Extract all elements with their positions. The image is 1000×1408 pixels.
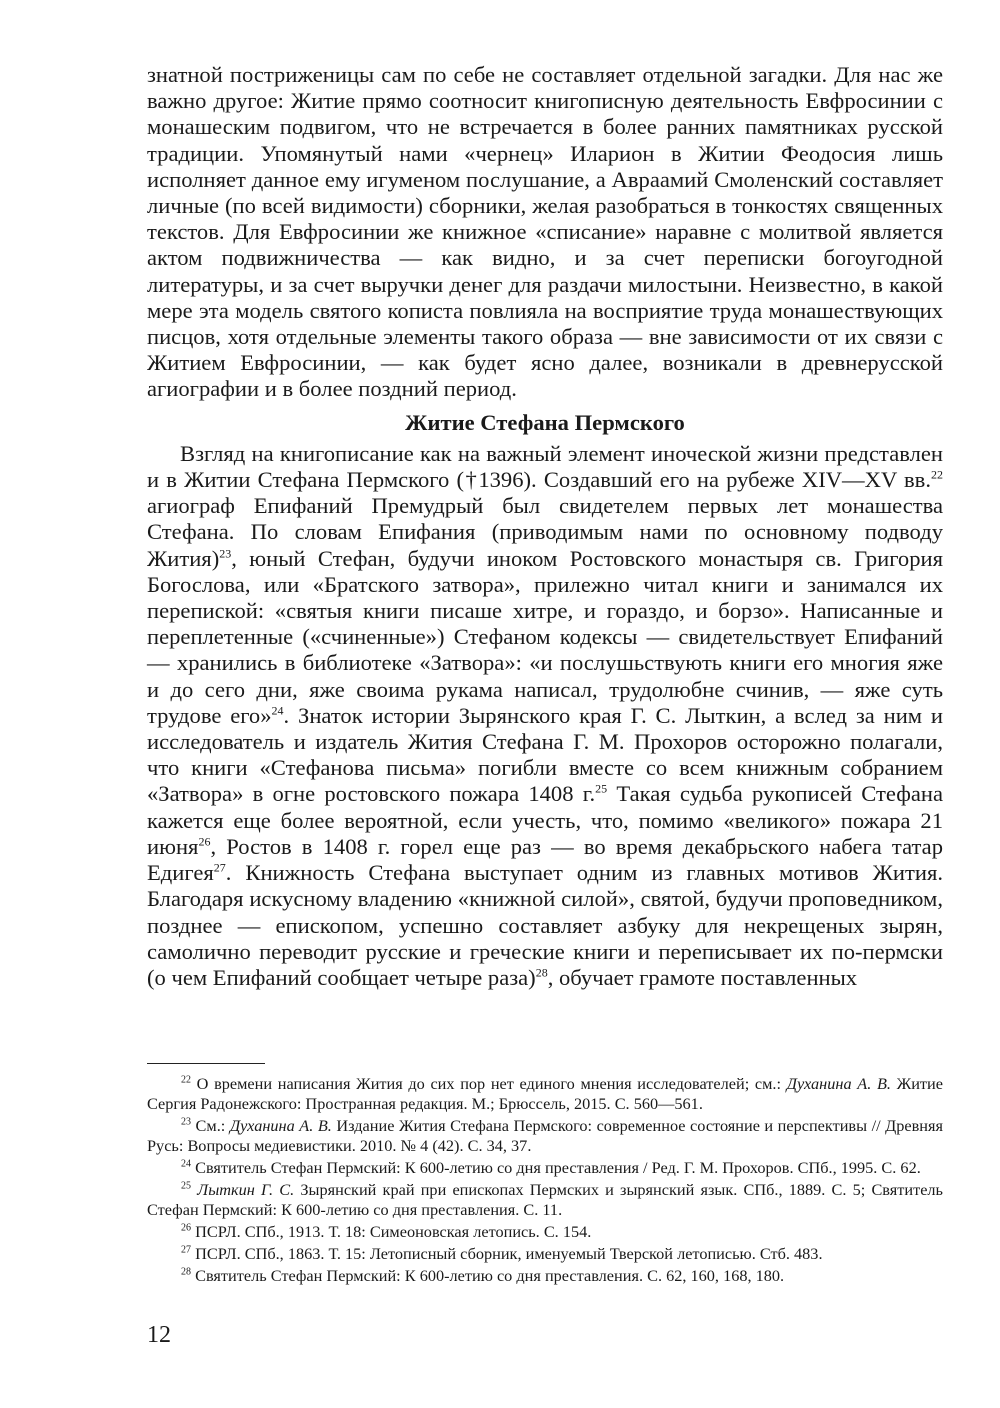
intro-paragraph: знатной постриженицы сам по себе не составляет отдельной загадки. Для нас же важно другое: Житие прямо соотносит книгописную деятельность Евфросинии с монашеским подвигом, что не встречается в более ранних памятниках русской традиции. Упомянутый нами «чернец» Иларион в Житии Феодосия лишь исполняет данное ему игуменом послушание, а Авраамий Смоленский составляет личные (по всей видимости) сборники, желая разобраться в тонкостях священных текстов. Для Евфросинии же книжное «списание» наравне с молитвой является актом подвижничества — как видно, и за счет переписки богоугодной литературы, и за счет выручки денег для раздачи милостыни. Неизвестно, в какой мере эта модель святого кописта повлияла на восприятие труда монашествующих писцов, хотя отдельные элементы такого образа — вне зависимости от их связи с Житием Евфросинии, — как будет ясно далее, возникали в древнерусской агиографии и в более поздний период. (147, 62, 943, 402)
footnote-text: ПСРЛ. СПб., 1863. Т. 15: Летописный сборник, именуемый Тверской летописью. Стб. 483. (195, 1244, 823, 1263)
footnote-number: 22 (181, 1074, 191, 1086)
footnote-number: 25 (181, 1180, 191, 1192)
section-heading: Житие Стефана Пермского (405, 409, 685, 435)
footnote-ref[interactable]: 22 (931, 467, 943, 482)
footnote (147, 1074, 943, 1114)
footnote-author: Лыткин Г. С. (197, 1180, 295, 1199)
footnote (147, 1266, 943, 1286)
body-text: . Книжность Стефана выступает одним из главных мотивов Жития. Благодаря искусному владению «книжной силой», святой, будучи проповедником, позднее — епископом, успешно составляет азбуку для некрещеных зырян, самолично переводит русские и греческие книги и переписывает их по-пермски (о чем Епифаний сообщает четыре раза) (147, 860, 943, 990)
footnote-number: 27 (181, 1244, 191, 1256)
footnote-ref[interactable]: 25 (595, 781, 608, 796)
footnote-text: О времени написания Жития до сих пор нет единого мнения исследователей; см.: (196, 1074, 787, 1093)
footnote (147, 1244, 943, 1264)
footnote-text: Святитель Стефан Пермский: К 600-летию со дня преставления. С. 62, 160, 168, 180. (195, 1266, 785, 1285)
footnote-text: Житие Сергия Радонежского: Пространная редакция. М.; Брюссель, 2015. С. 560—561. (147, 1074, 943, 1113)
body-text: , юный Стефан, будучи иноком Ростовского монастыря св. Григория Богослова, или «Братского затвора», прилежно читал книги и занимался их перепиской: «святыя книги писаше хитре, и гораздо, и борзо». Написанные и переплетенные («счиненные») Стефаном кодексы — свидетельствует Епифаний — хранились в библиотеке «Затвора»: «и послушьствують книги его многия яже и до сего дни, яже своима рукама написал, трудолюбне счинив, — яже суть трудове его» (147, 545, 943, 728)
footnote-ref[interactable]: 23 (219, 546, 232, 561)
footnote-text: Издание Жития Стефана Пермского: современное состояние и перспективы // Древняя Русь: Вопросы медиевистики. 2010. № 4 (42). С. 34, 37. (147, 1116, 943, 1155)
footnote (147, 1222, 943, 1242)
footnote-ref[interactable]: 24 (271, 703, 284, 718)
footnotes (147, 1074, 943, 1288)
footnote (147, 1158, 943, 1178)
footnote-text: Зырянский край при епископах Пермских и зырянский язык. СПб., 1889. С. 5; Святитель Стефан Пермский: К 600-летию со дня преставления. С. 11. (147, 1180, 943, 1219)
footnote-ref[interactable]: 26 (198, 834, 211, 849)
footnote-number: 23 (181, 1116, 191, 1128)
body-paragraph (147, 441, 943, 991)
footnote-text: ПСРЛ. СПб., 1913. Т. 18: Симеоновская летопись. С. 154. (195, 1222, 592, 1241)
footnote-text: См.: (195, 1116, 230, 1135)
body-text: агиограф Епифаний Премудрый был свидетелем первых лет монашества Стефана. По словам Епифания (приводимым нами по основному подводу Жития) (147, 493, 943, 571)
body-text: Такая судьба рукописей Стефана кажется еще более вероятной, если учесть, что, помимо «великого» пожара 21 июня (147, 781, 944, 859)
body-text: , обучает грамоте поставленных (547, 964, 858, 990)
main-text (147, 62, 943, 991)
footnote-author: Духанина А. В. (786, 1074, 891, 1093)
footnote-ref[interactable]: 27 (213, 860, 226, 875)
footnote (147, 1116, 943, 1156)
footnote-author: Духанина А. В. (229, 1116, 332, 1135)
footnote-ref[interactable]: 28 (535, 965, 548, 980)
footnote-number: 28 (181, 1266, 191, 1278)
footnote-text: Святитель Стефан Пермский: К 600-летию со дня преставления / Ред. Г. М. Прохоров. СПб., 1995. С. 62. (195, 1158, 921, 1177)
body-text: . Знаток истории Зырянского края Г. С. Лыткин, а вслед за ним и исследователь и издатель Жития Стефана Г. М. Прохоров осторожно полагали, что книги «Стефанова письма» погибли вместе со всем книжным собранием «Затвора» в огне ростовского пожара 1408 г. (147, 702, 943, 807)
body-text: , Ростов в 1408 г. горел еще раз — во время декабрьского набега татар Едигея (147, 833, 943, 886)
body-text: Взгляд на книгописание как на важный элемент иноческой жизни представлен и в Житии Стефана Пермского (†1396). Создавший его на рубеже XIV—XV вв. (147, 440, 943, 493)
footnote-separator (147, 1063, 265, 1064)
footnote (147, 1180, 943, 1220)
footnote-number: 24 (181, 1158, 191, 1170)
page-number: 12 (147, 1322, 171, 1348)
footnote-number: 26 (181, 1222, 191, 1234)
